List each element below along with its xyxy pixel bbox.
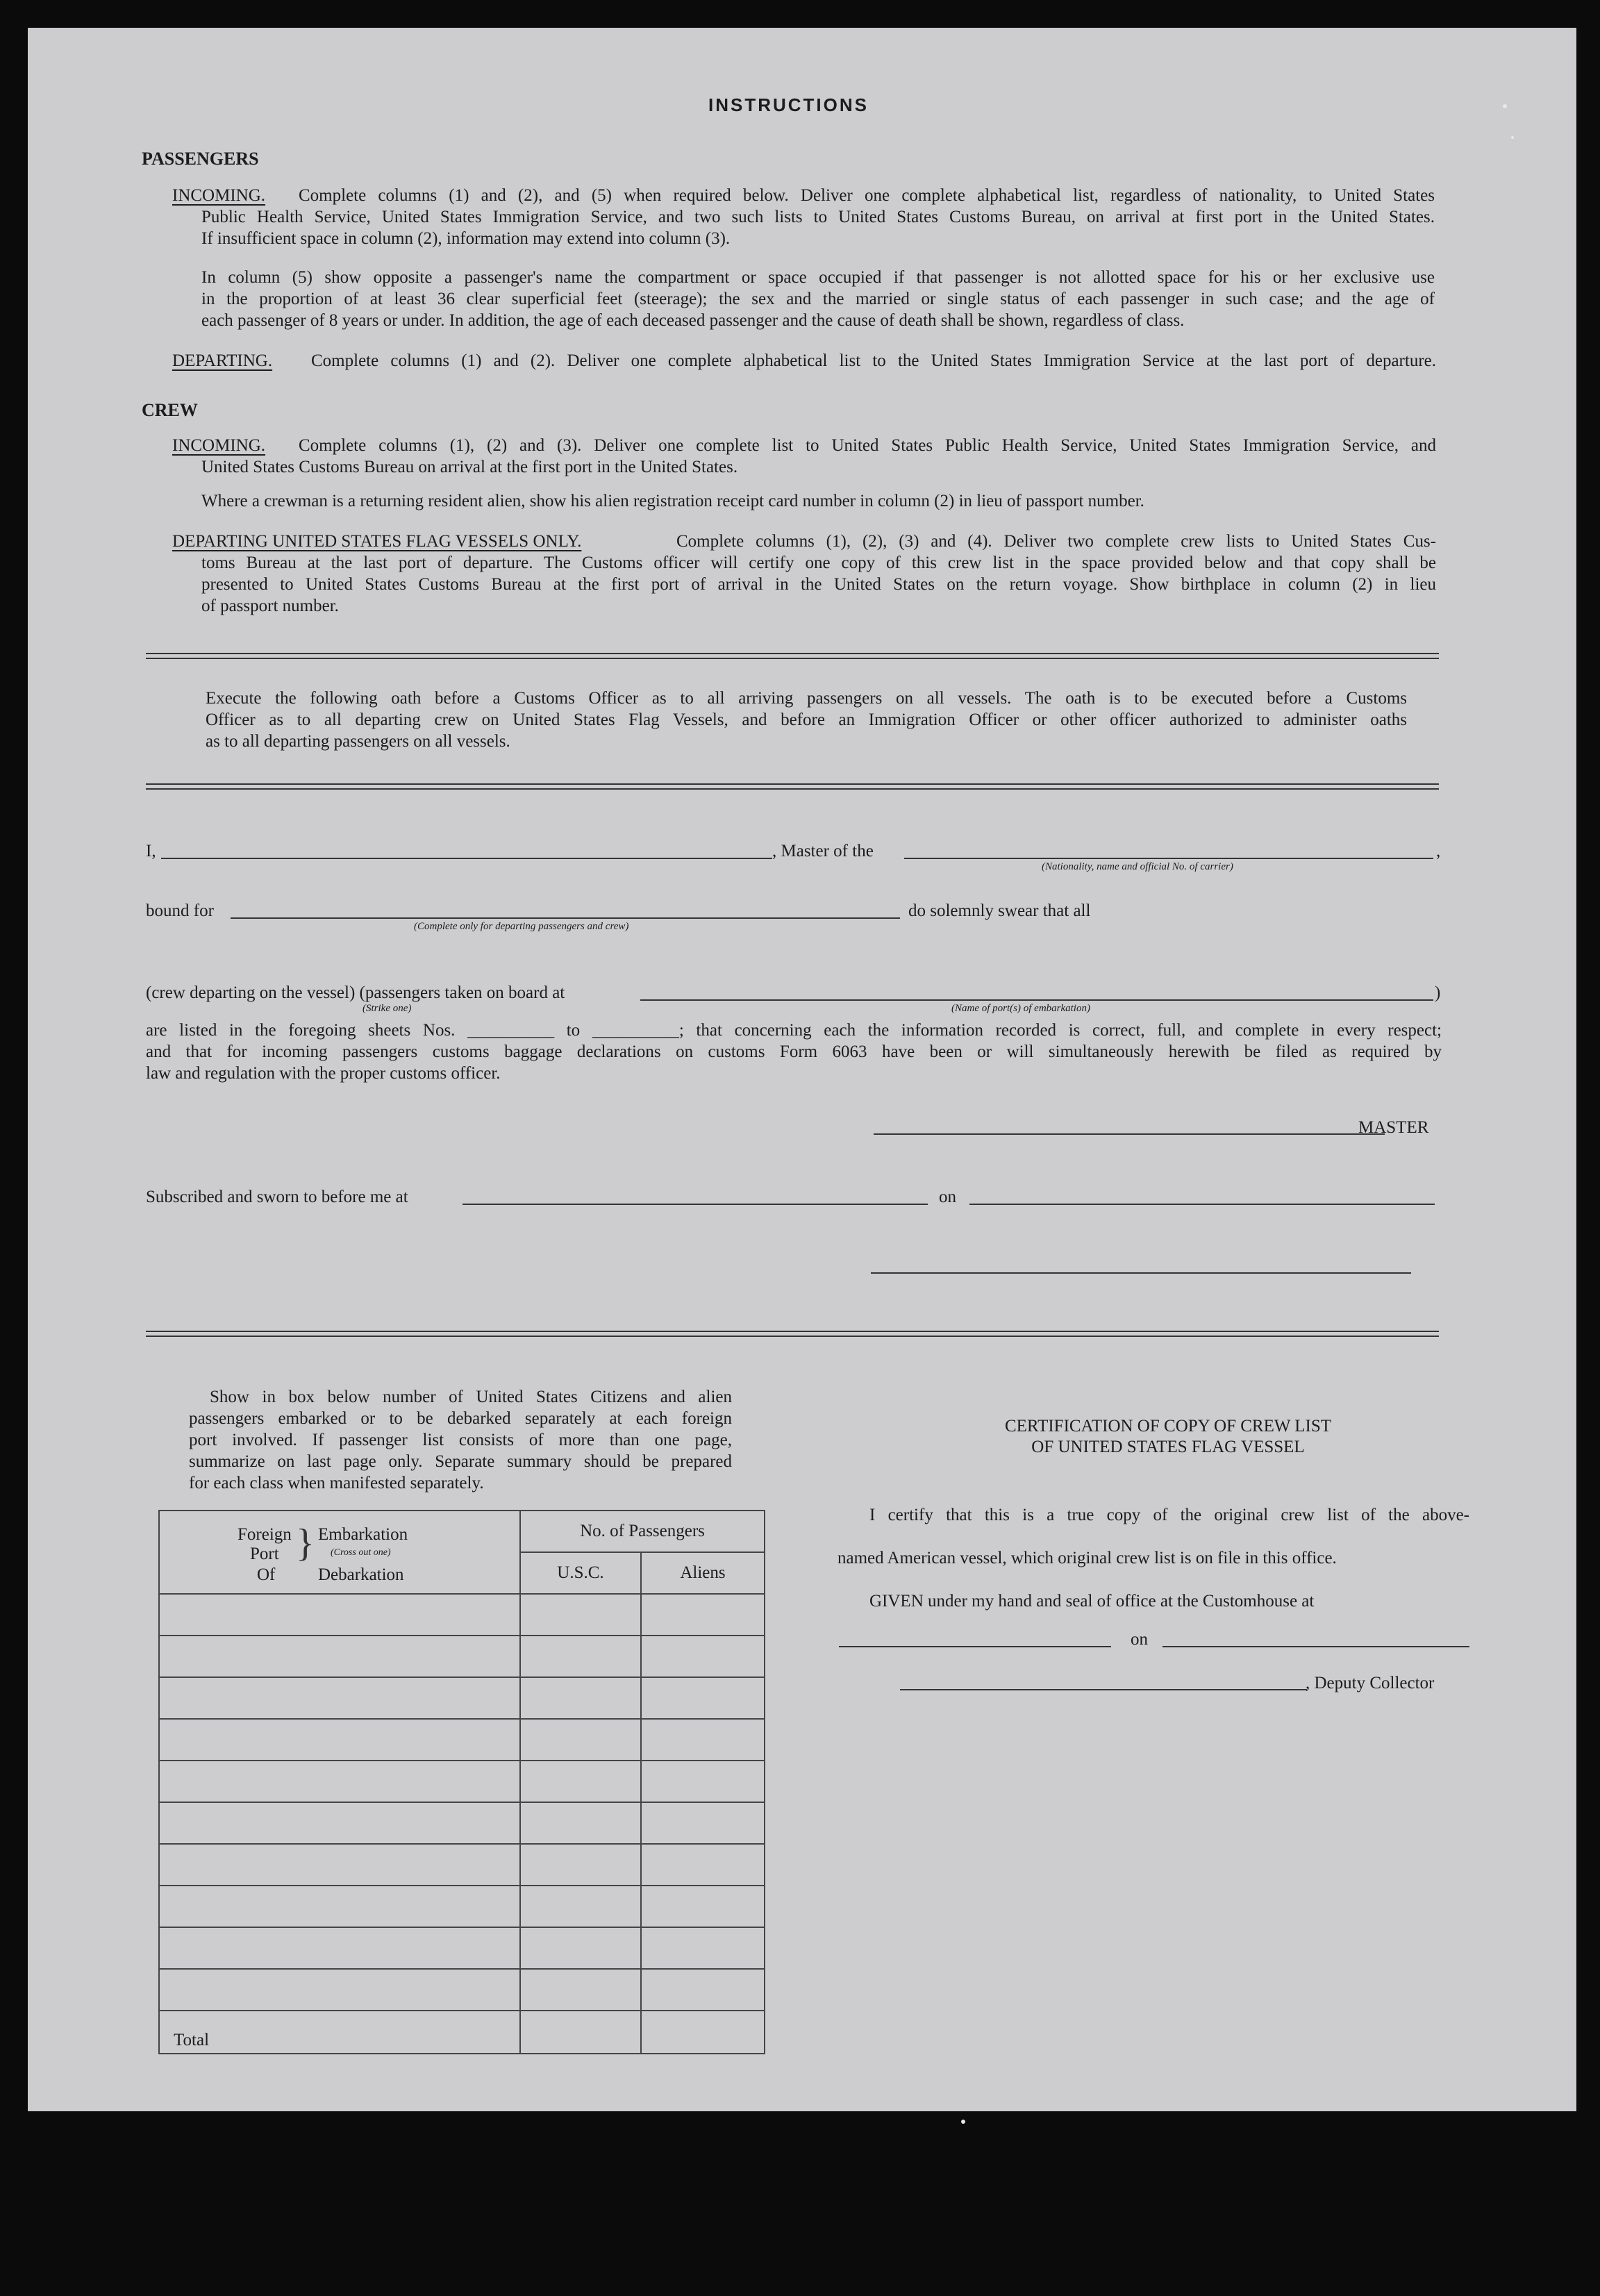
aliens-header: Aliens <box>641 1552 765 1594</box>
master-signature-field[interactable] <box>874 1133 1385 1135</box>
table-row <box>159 1594 765 1636</box>
master-label: MASTER <box>1358 1118 1429 1137</box>
scan-speck <box>1511 136 1514 139</box>
section-divider <box>146 783 1439 790</box>
port-cell[interactable] <box>159 1927 520 1969</box>
passengers-departing-text: Complete columns (1) and (2). Deliver one complete alphabetical list to the United States Immigration Service at the last port of departure. <box>311 351 1436 370</box>
text-line: for each class when manifested separately. <box>189 1474 484 1492</box>
table-row <box>159 1719 765 1761</box>
carrier-field[interactable] <box>904 858 1433 859</box>
text-line: summarize on last page only. Separate summary should be prepared <box>189 1452 732 1471</box>
foreign-label: Foreign <box>238 1525 292 1544</box>
text-line: law and regulation with the proper customs officer. <box>146 1064 501 1083</box>
aliens-cell[interactable] <box>641 1969 765 2011</box>
sworn-on-label: on <box>939 1188 956 1206</box>
passengers-departing-label: DEPARTING. <box>172 351 273 370</box>
aliens-cell[interactable] <box>641 1677 765 1719</box>
aliens-cell[interactable] <box>641 1802 765 1844</box>
passengers-incoming-label: INCOMING. <box>172 186 266 205</box>
embarkation-port-field[interactable] <box>640 999 1433 1001</box>
oath-instructions <box>206 688 1407 752</box>
text-line: In column (5) show opposite a passenger's name the compartment or space occupied if that passenger is not allotted space for his or her exclusive use <box>201 268 1435 287</box>
port-header-cell <box>159 1511 520 1594</box>
text-line: Officer as to all departing crew on United States Flag Vessels, and before an Immigration Officer or other officer authorized to administer oaths <box>206 710 1407 729</box>
text-line: presented to United States Customs Bureau at the first port of arrival in the United States on the return voyage. Show birthplace in column (2) in lieu <box>201 575 1436 594</box>
master-name-field[interactable] <box>161 858 772 859</box>
port-cell[interactable] <box>159 1969 520 2011</box>
listed-text <box>146 1020 1442 1084</box>
certification-line2: named American vessel, which original crew list is on file in this office. <box>838 1549 1337 1567</box>
scan-speck <box>961 2120 965 2124</box>
text-line: in the proportion of at least 36 clear superficial feet (steerage); the sex and the married or single status of each passenger in such case; and the age of <box>201 290 1435 308</box>
aliens-cell[interactable] <box>641 1761 765 1802</box>
certification-on-label: on <box>1131 1630 1148 1649</box>
text-line: passengers embarked or to be debarked separately at each foreign <box>189 1409 732 1428</box>
form-page <box>28 28 1576 2111</box>
port-cell[interactable] <box>159 1677 520 1719</box>
passenger-summary-table <box>158 1510 765 2054</box>
oath-i-label: I, <box>146 842 156 860</box>
table-row <box>159 1802 765 1844</box>
deputy-collector-label: , Deputy Collector <box>1306 1674 1435 1692</box>
brace-glyph: } <box>296 1522 315 1565</box>
subscribed-label: Subscribed and sworn to before me at <box>146 1188 408 1206</box>
aliens-cell[interactable] <box>641 1844 765 1886</box>
passengers-heading: PASSENGERS <box>142 149 259 169</box>
no-of-passengers-header: No. of Passengers <box>520 1511 765 1552</box>
scan-speck <box>1503 104 1507 108</box>
close-paren: ) <box>1435 983 1441 1002</box>
certification-date-field[interactable] <box>1162 1646 1469 1647</box>
table-row <box>159 1844 765 1886</box>
port-cell[interactable] <box>159 1719 520 1761</box>
crew-incoming-text <box>172 435 1436 478</box>
aliens-cell[interactable] <box>641 1886 765 1927</box>
usc-cell[interactable] <box>520 1844 641 1886</box>
ports-caption: (Name of port(s) of embarkation) <box>951 1003 1090 1014</box>
aliens-cell[interactable] <box>641 1636 765 1677</box>
text-line: and that for incoming passengers customs baggage declarations on customs Form 6063 have been or will simultaneously herewith be filed as required by <box>146 1042 1442 1061</box>
text-line: Show in box below number of United States Citizens and alien <box>210 1388 732 1406</box>
master-of-label: , Master of the <box>772 842 874 860</box>
text-line: port involved. If passenger list consists of more than one page, <box>189 1431 732 1449</box>
text-line: Execute the following oath before a Customs Officer as to all arriving passengers on all vessels. The oath is to be executed before a Customs <box>206 689 1407 708</box>
section-divider <box>146 653 1439 659</box>
crew-flag-text <box>172 531 1436 617</box>
crew-heading: CREW <box>142 400 198 420</box>
usc-cell[interactable] <box>520 1636 641 1677</box>
usc-cell[interactable] <box>520 1969 641 2011</box>
carrier-caption: (Nationality, name and official No. of carrier) <box>1042 861 1233 872</box>
section-divider <box>146 1331 1439 1337</box>
strike-one-caption: (Strike one) <box>362 1003 412 1014</box>
port-cell[interactable] <box>159 1761 520 1802</box>
certification-line3: GIVEN under my hand and seal of office at the Customhouse at <box>869 1592 1315 1611</box>
passengers-incoming-text <box>172 185 1435 249</box>
table-row <box>159 1927 765 1969</box>
usc-cell[interactable] <box>520 1886 641 1927</box>
aliens-cell[interactable] <box>641 1594 765 1636</box>
port-cell[interactable] <box>159 1886 520 1927</box>
usc-cell[interactable] <box>520 1677 641 1719</box>
table-row <box>159 1636 765 1677</box>
port-cell[interactable] <box>159 1636 520 1677</box>
page-title: INSTRUCTIONS <box>708 94 869 115</box>
table-row <box>159 1969 765 2011</box>
cross-out-caption: (Cross out one) <box>331 1547 391 1558</box>
usc-cell[interactable] <box>520 1719 641 1761</box>
embarkation-option[interactable]: Embarkation <box>318 1525 408 1544</box>
debarkation-option[interactable]: Debarkation <box>318 1565 404 1584</box>
swear-text: do solemnly swear that all <box>908 901 1091 920</box>
deputy-signature-field[interactable] <box>900 1689 1307 1690</box>
sworn-date-field[interactable] <box>969 1204 1435 1205</box>
usc-cell[interactable] <box>520 1802 641 1844</box>
officer-signature-field[interactable] <box>871 1272 1411 1274</box>
bound-for-field[interactable] <box>231 917 900 919</box>
customhouse-field[interactable] <box>839 1646 1111 1647</box>
certification-title-line1: CERTIFICATION OF COPY OF CREW LIST <box>1004 1417 1332 1436</box>
total-row <box>159 2011 765 2054</box>
sworn-at-field[interactable] <box>462 1204 928 1205</box>
certification-line1: I certify that this is a true copy of the original crew list of the above- <box>869 1506 1469 1524</box>
text-line: each passenger of 8 years or under. In addition, the age of each deceased passenger and the cause of death shall be shown, regardless of class. <box>201 311 1185 330</box>
certification-title-line2: OF UNITED STATES FLAG VESSEL <box>1031 1438 1305 1456</box>
text-line: as to all departing passengers on all vessels. <box>206 732 510 751</box>
crew-returning-text: Where a crewman is a returning resident alien, show his alien registration receipt card number in column (2) in lieu of passport number. <box>201 492 1144 510</box>
crew-flag-label: DEPARTING UNITED STATES FLAG VESSELS ONLY. <box>172 532 582 551</box>
aliens-cell[interactable] <box>641 1927 765 1969</box>
usc-total-cell[interactable] <box>520 2011 641 2054</box>
usc-header: U.S.C. <box>520 1552 641 1594</box>
carrier-comma: , <box>1436 842 1441 860</box>
table-row <box>159 1677 765 1719</box>
text-line: are listed in the foregoing sheets Nos. __________ to __________; that concerning each the information recorded is correct, full, and complete in every respect; <box>146 1021 1442 1040</box>
bound-for-label: bound for <box>146 901 214 920</box>
text-line: United States Customs Bureau on arrival at the first port in the United States. <box>201 458 738 476</box>
bound-for-caption: (Complete only for departing passengers and crew) <box>414 921 629 932</box>
usc-cell[interactable] <box>520 1761 641 1802</box>
table-row <box>159 1761 765 1802</box>
total-label: Total <box>159 2011 520 2054</box>
usc-cell[interactable] <box>520 1927 641 1969</box>
summary-instructions <box>189 1386 732 1494</box>
text-line: Public Health Service, United States Immigration Service, and two such lists to United States Customs Bureau, on arrival at first port in the United States. <box>201 208 1435 226</box>
of-label: Of <box>257 1565 276 1584</box>
text-line: Complete columns (1), (2) and (3). Deliver one complete list to United States Public Health Service, United States Immigration Service, and <box>299 436 1436 455</box>
port-cell[interactable] <box>159 1844 520 1886</box>
text-line: Complete columns (1), (2), (3) and (4). Deliver two complete crew lists to United States Cus- <box>676 532 1436 551</box>
text-line: If insufficient space in column (2), information may extend into column (3). <box>201 229 731 248</box>
port-cell[interactable] <box>159 1802 520 1844</box>
table-row <box>159 1886 765 1927</box>
text-line: of passport number. <box>201 597 339 615</box>
aliens-cell[interactable] <box>641 1719 765 1761</box>
text-line: toms Bureau at the last port of departure. The Customs officer will certify one copy of this crew list in the space provided below and that copy shall be <box>201 554 1436 572</box>
text-line: Complete columns (1) and (2), and (5) when required below. Deliver one complete alphabetical list, regardless of nationality, to United States <box>299 186 1435 205</box>
passengers-column5-text <box>201 267 1435 331</box>
port-label: Port <box>250 1545 279 1563</box>
port-cell[interactable] <box>159 1594 520 1636</box>
usc-cell[interactable] <box>520 1594 641 1636</box>
crew-departing-text: (crew departing on the vessel) (passengers taken on board at <box>146 983 565 1002</box>
aliens-total-cell[interactable] <box>641 2011 765 2054</box>
crew-incoming-label: INCOMING. <box>172 436 266 455</box>
